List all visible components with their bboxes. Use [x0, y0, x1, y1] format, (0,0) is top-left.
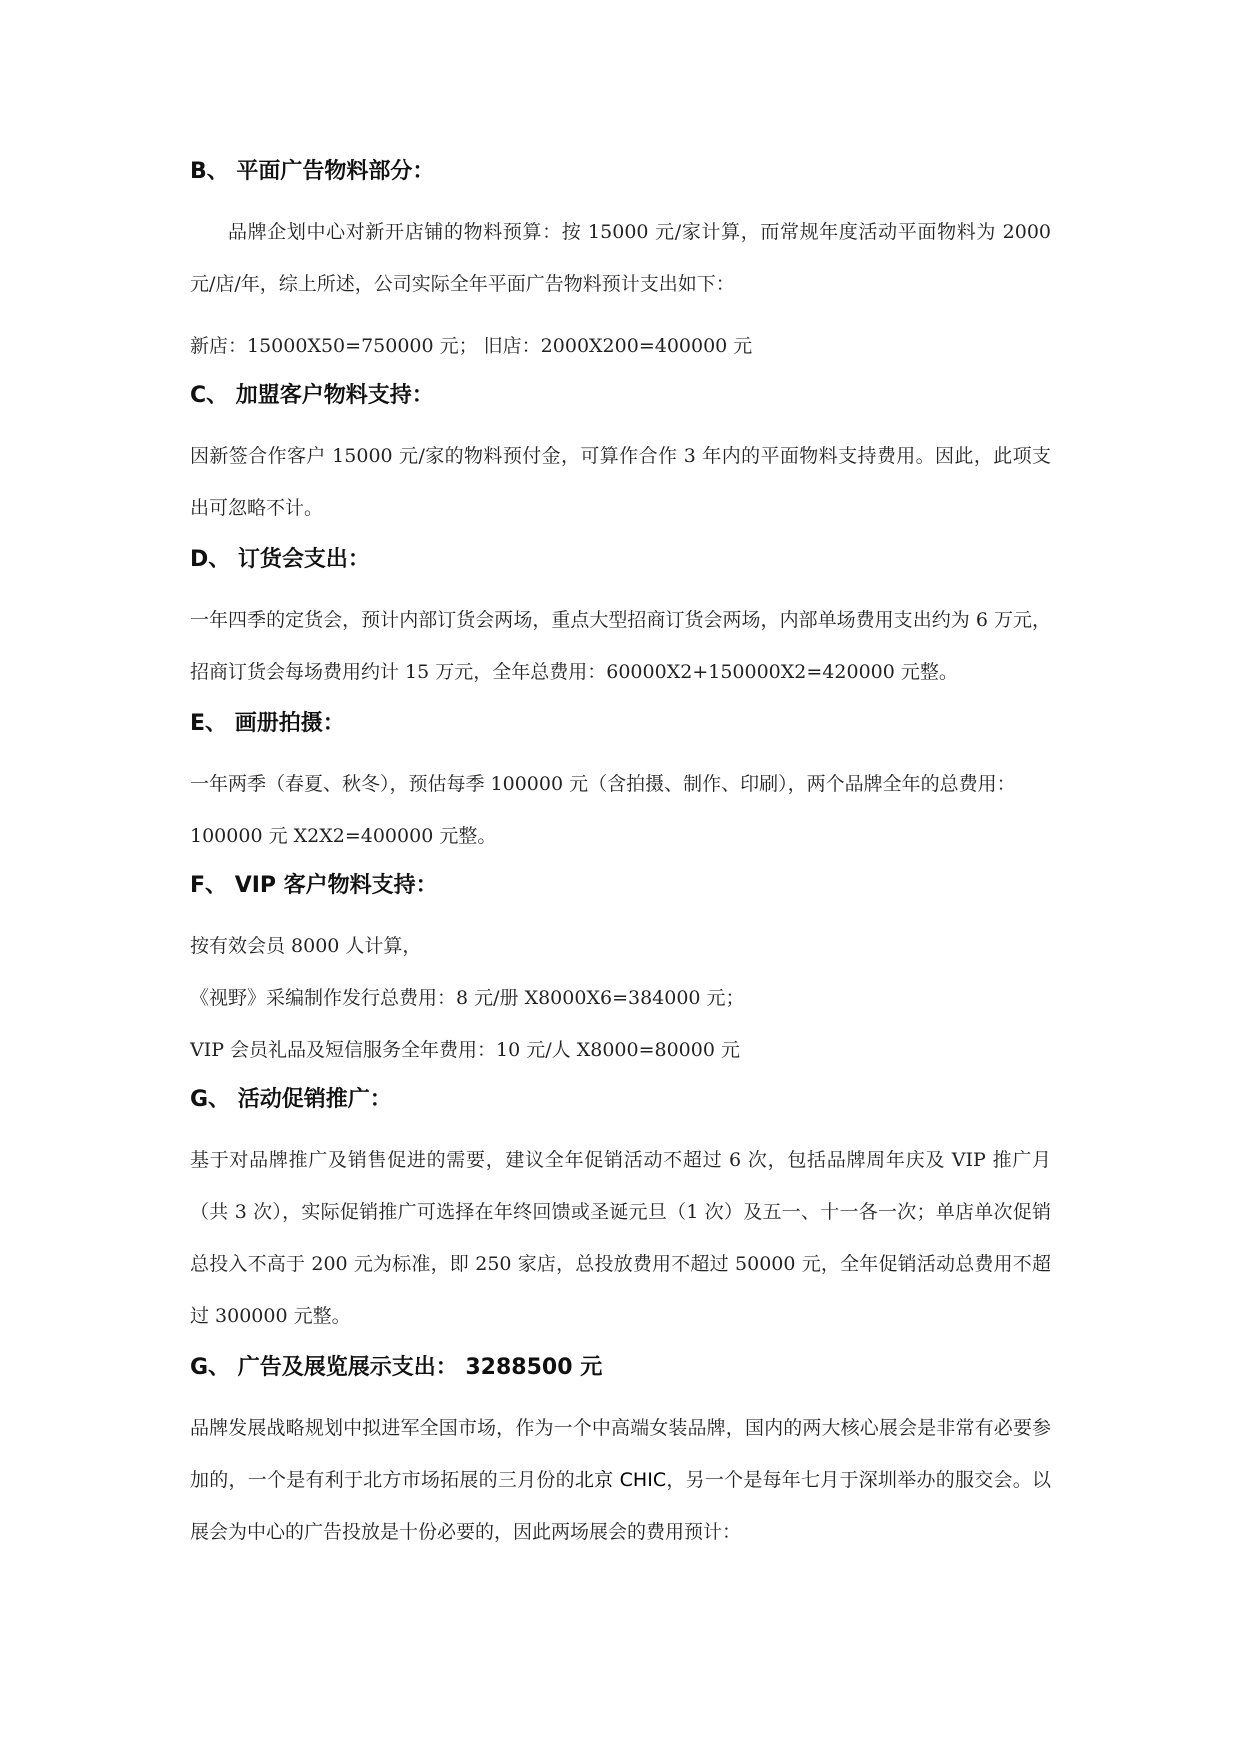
section-b-paragraph: 品牌企划中心对新开店铺的物料预算：按 15000 元/家计算，而常规年度活动平面物料为 2000 元/店/年，综上所述，公司实际全年平面广告物料预计支出如下： [190, 221, 1051, 295]
section-g-paragraph: 基于对品牌推广及销售促进的需要，建议全年促销活动不超过 6 次，包括品牌周年庆及 VIP 推广月（共 3 次），实际促销推广可选择在年终回馈或圣诞元旦（1 次）及五一、十一各一次；单店单次促销总投入不高于 200 元为标准，即 250 家店，总投放费用不超过 50000 元，全年促销活动总费用不超过 300000 元整。 [190, 1149, 1051, 1327]
section-c-heading: C、 加盟客户物料支持： [190, 383, 434, 408]
section-g2-heading: G、 广告及展览展示支出： 3288500 元 [190, 1355, 603, 1380]
section-g2-text-a: 品牌发展战略规划中拟进军全国市场，作为一个中高端女装品牌，国内的两大核心展会是非常有必要参加的，一个是有利于北方市场拓展的三月份的 [190, 1417, 1051, 1491]
section-f-heading: F、 VIP 客户物料支持： [190, 873, 438, 898]
section-g2-text-b: ，另一个是每年七月于深圳举办的服交会。以展会为中心的广告投放是十份必要的，因此两场展会的费用预计： [190, 1469, 1051, 1543]
section-f-line-1: 按有效会员 8000 人计算， [190, 935, 422, 957]
section-g2-paragraph [190, 1402, 1051, 1558]
section-e-paragraph: 一年两季（春夏、秋冬），预估每季 100000 元（含拍摄、制作、印刷），两个品牌全年的总费用： [190, 773, 1016, 795]
section-e-total-line: 100000 元 X2X2=400000 元整。 [190, 825, 497, 847]
section-g-heading: G、 活动促销推广： [190, 1087, 392, 1112]
section-f-line-3: VIP 会员礼品及短信服务全年费用：10 元/人 X8000=80000 元 [190, 1039, 740, 1061]
section-b-summary-line: 新店：15000X50=750000 元； 旧店：2000X200=400000 元 [190, 335, 753, 357]
section-e-heading: E、 画册拍摄： [190, 711, 345, 736]
section-g2-highlight: 北京 CHIC [574, 1469, 667, 1491]
section-b-heading: B、 平面广告物料部分： [190, 159, 435, 184]
section-d-heading: D、 订货会支出： [190, 547, 370, 572]
section-f-line-2: 《视野》采编制作发行总费用：8 元/册 X8000X6=384000 元； [190, 987, 745, 1009]
section-c-paragraph: 因新签合作客户 15000 元/家的物料预付金，可算作合作 3 年内的平面物料支持费用。因此，此项支出可忽略不计。 [190, 445, 1051, 519]
section-d-paragraph: 一年四季的定货会，预计内部订货会两场，重点大型招商订货会两场，内部单场费用支出约为 6 万元，招商订货会每场费用约计 15 万元，全年总费用：60000X2+150000X2=420000 元整。 [190, 609, 1051, 683]
